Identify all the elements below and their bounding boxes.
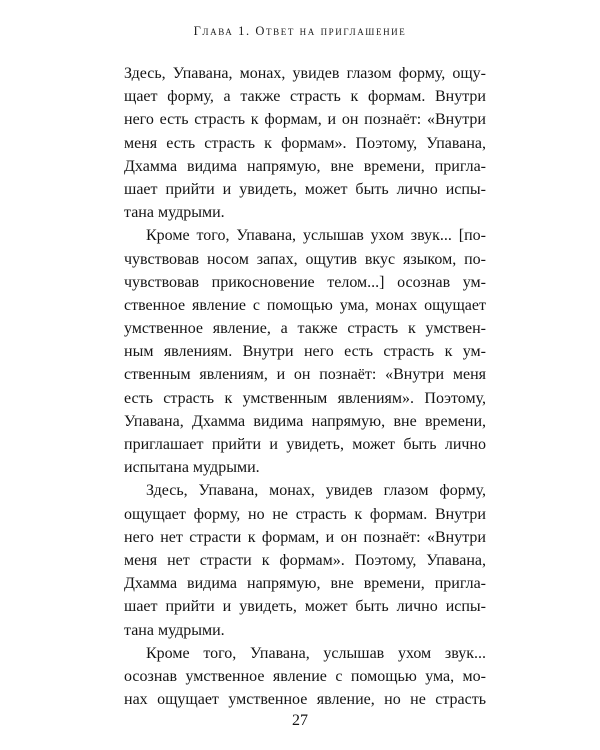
paragraph-4 (124, 642, 486, 712)
paragraph-3 (124, 479, 486, 641)
text-line: шает прийти и увидеть, может быть лично испы- (124, 598, 486, 616)
text-line: осознав умственное явление с помощью ума, мо- (124, 667, 486, 685)
page-number: 27 (292, 712, 308, 729)
text-line: Кроме того, Упавана, услышав ухом звук... [по- (146, 227, 486, 245)
text-line: него нет страсти к формам, и он познаёт: «Внутри (124, 528, 486, 546)
text-line: ощущает форму, но не страсть к формам. Внутри (124, 505, 486, 523)
text-line: ственное явление с помощью ума, монах ощущает (124, 296, 486, 314)
body-text (124, 62, 486, 711)
text-line: меня нет страсти к формам». Поэтому, Упавана, (124, 551, 486, 569)
text-line: приглашает прийти и увидеть, может быть лично (124, 436, 486, 453)
text-line: Здесь, Упавана, монах, увидев глазом форму, ощу- (124, 65, 486, 82)
text-line: Дхамма видима напрямую, вне времени, пригла- (124, 575, 486, 593)
text-line: него есть страсть к формам, и он познаёт: «Внутри (124, 111, 486, 129)
paragraph-1 (124, 62, 486, 224)
text-line: Дхамма видима напрямую, вне времени, пригла- (124, 157, 486, 175)
text-line: щает форму, а также страсть к формам. Внутри (124, 88, 486, 106)
text-line: Здесь, Упавана, монах, увидев глазом форму, (146, 482, 486, 500)
text-line: чувствовав прикосновение телом...] осознав ум- (124, 273, 486, 291)
text-line: меня есть страсть к формам». Поэтому, Упавана, (124, 134, 486, 152)
text-line: ным явлениям. Внутри него есть страсть к ум- (124, 343, 486, 361)
text-line: Упавана, Дхамма видима напрямую, вне времени, (124, 412, 486, 430)
text-line: умственное явление, а также страсть к умствен- (124, 320, 486, 338)
text-line: нах ощущает умственное явление, но не страсть (124, 691, 486, 709)
text-line: тана мудрыми. (124, 204, 225, 222)
text-line: тана мудрыми. (124, 621, 225, 639)
text-line: есть страсть к умственным явлениям». Поэтому, (124, 389, 486, 407)
text-line: чувствовав носом запах, ощутив вкус языком, по- (124, 250, 486, 268)
text-line: ственным явлениям, и он познаёт: «Внутри меня (124, 366, 486, 384)
paragraph-2 (124, 224, 486, 479)
text-line: Кроме того, Упавана, услышав ухом звук... (146, 644, 486, 662)
running-head: Глава 1. Ответ на приглашение (193, 24, 407, 38)
text-line: шает прийти и увидеть, может быть лично испы- (124, 180, 486, 198)
text-line: испытана мудрыми. (124, 459, 260, 477)
